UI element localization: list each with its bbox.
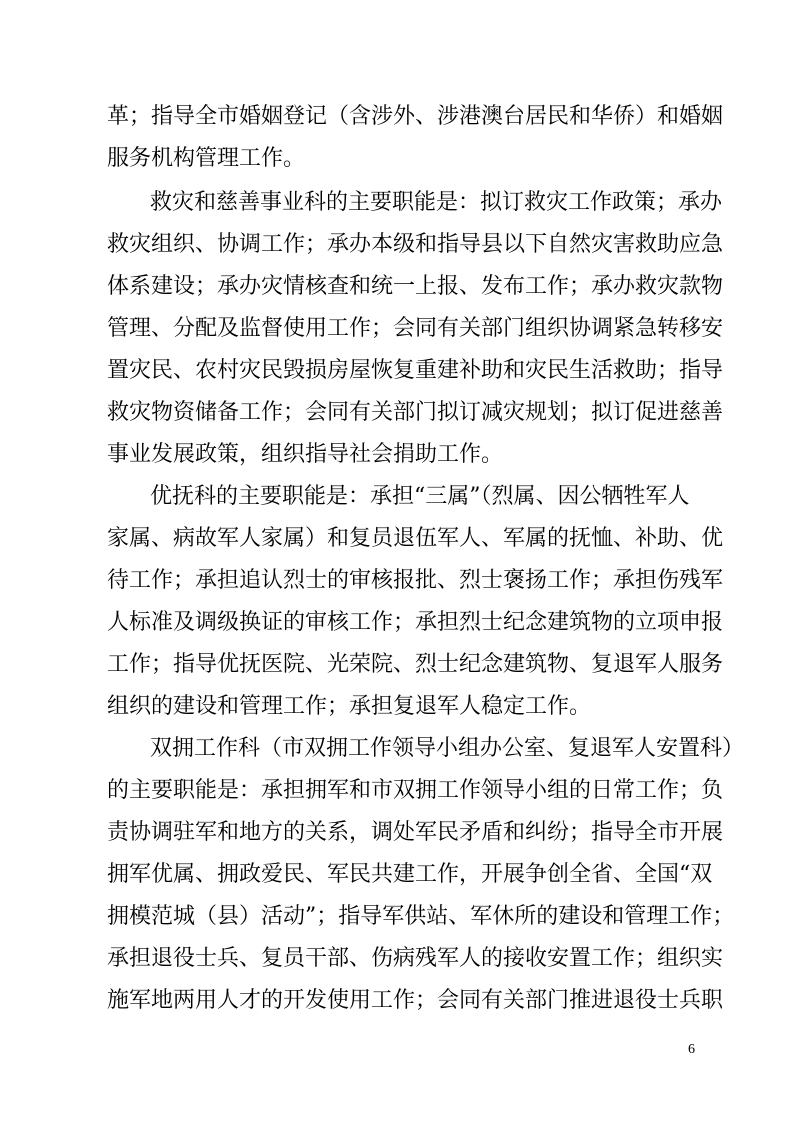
text-line: 待工作；承担追认烈士的审核报批、烈士褒扬工作；承担伤残军 <box>107 568 724 593</box>
text-line: 服务机构管理工作。 <box>107 146 306 171</box>
text-line: 管理、分配及监督使用工作；会同有关部门组织协调紧急转移安 <box>107 316 724 341</box>
text-line: 施军地两用人才的开发使用工作；会同有关部门推进退役士兵职 <box>107 988 724 1013</box>
text-line: 事业发展政策，组织指导社会捐助工作。 <box>107 442 504 467</box>
text-line: 拥军优属、拥政爱民、军民共建工作，开展争创全省、全国“双 <box>107 862 713 887</box>
text-line: 的主要职能是：承担拥军和市双拥工作领导小组的日常工作；负 <box>107 778 724 803</box>
text-line: 优抚科的主要职能是：承担“三属”（烈属、因公牺牲军人 <box>150 484 690 509</box>
text-line: 工作；指导优抚医院、光荣院、烈士纪念建筑物、复退军人服务 <box>107 652 724 677</box>
text-line: 救灾组织、协调工作；承办本级和指导县以下自然灾害救助应急 <box>107 232 724 257</box>
text-line: 置灾民、农村灾民毁损房屋恢复重建补助和灾民生活救助；指导 <box>107 358 724 383</box>
page-number: 6 <box>688 1042 695 1057</box>
text-line: 家属、病故军人家属）和复员退伍军人、军属的抚恤、补助、优 <box>107 526 724 551</box>
text-line: 革；指导全市婚姻登记（含涉外、涉港澳台居民和华侨）和婚姻 <box>107 104 724 129</box>
text-line: 体系建设；承办灾情核查和统一上报、发布工作；承办救灾款物 <box>107 274 724 299</box>
text-line: 责协调驻军和地方的关系，调处军民矛盾和纠纷；指导全市开展 <box>107 820 724 845</box>
text-line: 拥模范城（县）活动”；指导军供站、军休所的建设和管理工作； <box>107 904 735 929</box>
text-line: 承担退役士兵、复员干部、伤病残军人的接收安置工作；组织实 <box>107 946 724 971</box>
text-line: 救灾物资储备工作；会同有关部门拟订减灾规划；拟订促进慈善 <box>107 400 724 425</box>
text-line: 双拥工作科（市双拥工作领导小组办公室、复退军人安置科） <box>150 736 745 761</box>
text-line: 救灾和慈善事业科的主要职能是：拟订救灾工作政策；承办 <box>150 190 723 215</box>
text-line: 人标准及调级换证的审核工作；承担烈士纪念建筑物的立项申报 <box>107 610 724 635</box>
text-line: 组织的建设和管理工作；承担复退军人稳定工作。 <box>107 694 592 719</box>
